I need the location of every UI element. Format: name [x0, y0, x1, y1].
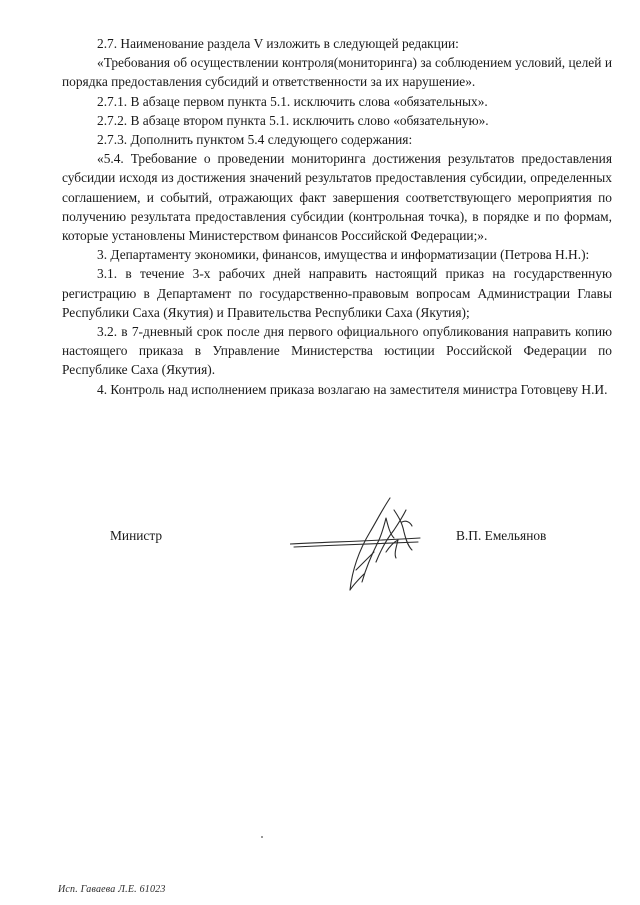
- paragraph: 2.7.1. В абзаце первом пункта 5.1. исключить слова «обязательных».: [97, 93, 488, 109]
- signature-row: [0, 528, 640, 548]
- paragraph: 2.7.3. Дополнить пунктом 5.4 следующего содержания:: [97, 132, 413, 148]
- paragraph: 3. Департаменту экономики, финансов, имущества и информатизации (Петрова Н.Н.):: [97, 247, 590, 263]
- paragraph: 2.7.2. В абзаце втором пункта 5.1. исключить слово «обязательную».: [97, 112, 489, 128]
- scan-speck: [261, 836, 263, 838]
- paragraph: «Требования об осуществлении контроля(мониторинга) за соблюдением условий, целей и порядка предоставления субсидий и ответственности за их нарушение».: [62, 55, 612, 90]
- paragraph: 3.1. в течение 3-х рабочих дней направить настоящий приказ на государственную регистрацию в Департамент по государственно-правовым вопросам Администрации Главы Республики Саха (Якутия) и Правительства Республики Саха (Якутия);: [62, 266, 612, 320]
- signatory-name: В.П. Емельянов: [456, 528, 547, 543]
- paragraph: 4. Контроль над исполнением приказа возлагаю на заместителя министра Готовцеву Н.И.: [97, 381, 608, 397]
- document-body: [62, 34, 612, 399]
- signatory-title: Министр: [110, 528, 163, 543]
- paragraph: 3.2. в 7-дневный срок после дня первого официального опубликования направить копию настоящего приказа в Управление Министерства юстиции Российской Федерации по Республике Саха (Якутия).: [62, 324, 612, 378]
- paragraph: 2.7. Наименование раздела V изложить в следующей редакции:: [97, 36, 459, 51]
- executor-footnote: Исп. Гаваева Л.Е. 61023: [58, 884, 166, 895]
- paragraph: «5.4. Требование о проведении мониторинга достижения результатов предоставления субсидии исходя из достижения значений результатов предоставления субсидии, определенных соглашением, и событий, отражающих факт завершения соответствующего мероприятия по получению результата предоставления субсидии (контрольная точка), в порядке и по формам, которые установлены Министерством финансов Российской Федерации;».: [62, 151, 612, 244]
